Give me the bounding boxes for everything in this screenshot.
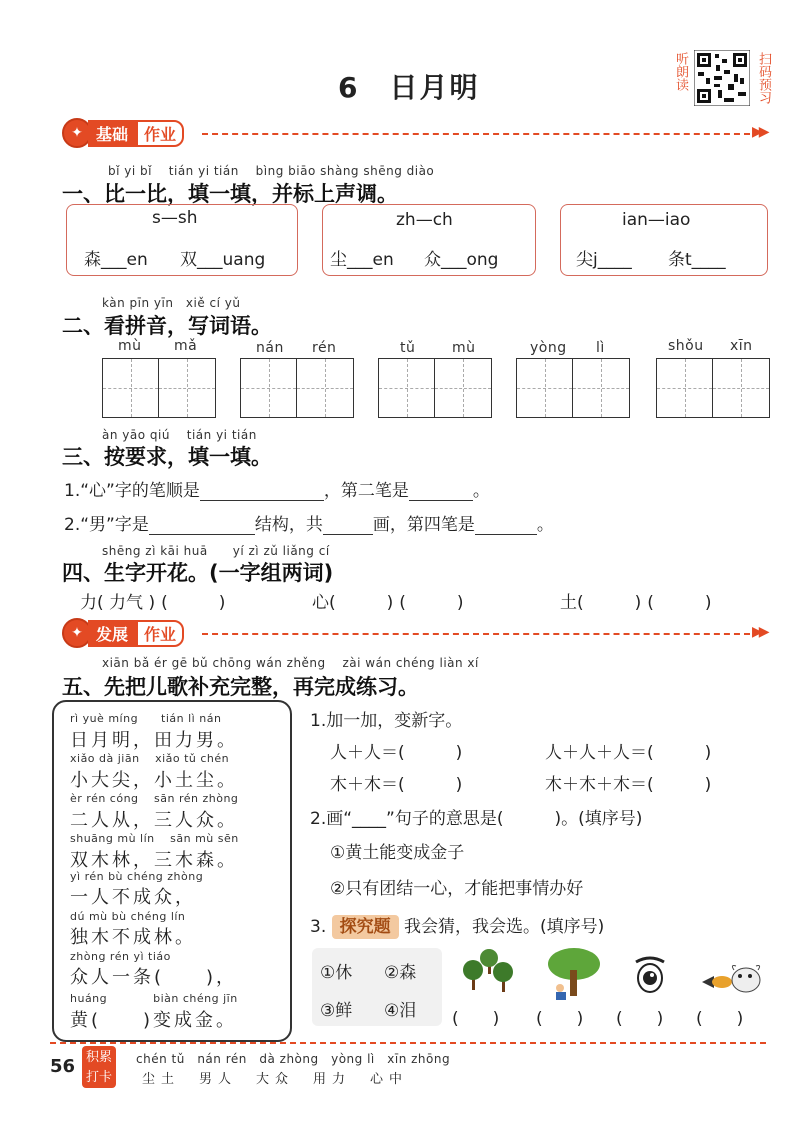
sub2-option-1: ①黄土能变成金子 bbox=[330, 843, 465, 863]
sub2-option-2: ②只有团结一心，才能把事情办好 bbox=[330, 879, 584, 899]
footer-divider bbox=[50, 1042, 766, 1044]
q5-heading: 五、先把儿歌补充完整，再完成练习。 bbox=[62, 675, 419, 699]
choice-1: ①休 bbox=[320, 963, 353, 983]
q1-group-2-left[interactable]: 尘___en bbox=[330, 250, 394, 270]
sub3-blank-4[interactable]: ( ) bbox=[696, 1009, 744, 1029]
q1-group-2-right[interactable]: 众___ong bbox=[424, 250, 499, 270]
q4-heading: 四、生字开花。(一字组两词) bbox=[62, 561, 334, 585]
lightbulb-icon: ✦ bbox=[62, 118, 92, 148]
q2-word-1-py2: mǎ bbox=[174, 338, 198, 354]
sub3-heading-row bbox=[310, 912, 604, 937]
q3-line1-c: 。 bbox=[472, 481, 490, 501]
fish-sheep-picture bbox=[700, 960, 762, 1004]
sub3-tag: 探究题 bbox=[332, 915, 399, 939]
lightbulb-icon: ✦ bbox=[62, 618, 92, 648]
q4-item-3-char: 土 bbox=[560, 593, 577, 613]
q3-pinyin: àn yāo qiú tián yi tián bbox=[102, 428, 257, 442]
q4-item-2-word1[interactable]: ( ) bbox=[329, 593, 394, 613]
q3-heading: 三、按要求，填一填。 bbox=[62, 445, 272, 469]
q3-blank-stroke-order[interactable] bbox=[200, 484, 324, 501]
q2-write-grid-5[interactable] bbox=[656, 358, 770, 418]
poem-lines bbox=[70, 710, 284, 1030]
choice-2: ②森 bbox=[384, 963, 417, 983]
footer-pinyin: chén tǔ nán rén dà zhòng yòng lì xīn zhōng bbox=[136, 1052, 451, 1066]
q2-word-4-py1: yòng bbox=[530, 340, 567, 356]
q1-group-2-top: zh—ch bbox=[396, 210, 453, 230]
page-number: 56 bbox=[50, 1056, 76, 1077]
q4-item-1-word1: ( 力气 ) bbox=[97, 593, 156, 613]
q3-line2-d: 。 bbox=[536, 515, 554, 535]
qr-side-right: 扫码预习 bbox=[756, 52, 771, 104]
sub3-blank-1[interactable]: ( ) bbox=[452, 1009, 500, 1029]
page-title: 6 日月明 bbox=[338, 71, 480, 104]
sub1-item-3[interactable]: 木＋木＝( ) bbox=[330, 775, 463, 795]
q2-write-grid-1[interactable] bbox=[102, 358, 216, 418]
q2-word-1-py1: mù bbox=[118, 338, 142, 354]
sub1-item-1[interactable]: 人＋人＝( ) bbox=[330, 743, 463, 763]
q4-pinyin: shēng zì kāi huā yí zì zǔ liǎng cí bbox=[102, 544, 330, 558]
q1-group-1-right[interactable]: 双___uang bbox=[180, 250, 266, 270]
sub1-heading: 1.加一加，变新字。 bbox=[310, 711, 463, 731]
banner-develop-label-b: 作业 bbox=[136, 620, 184, 647]
q2-write-grid-2[interactable] bbox=[240, 358, 354, 418]
poem-line[interactable]: huáng biàn chéng jīn 黄( )变成金。 bbox=[70, 992, 238, 1031]
q1-pinyin: bǐ yi bǐ tián yi tián bìng biāo shàng shēng diào bbox=[108, 164, 435, 178]
footer-words: 尘土 男人 大众 用力 心中 bbox=[142, 1072, 409, 1087]
q4-item-1-char: 力 bbox=[80, 593, 97, 613]
q5-pinyin: xiān bǎ ér gē bǔ chōng wán zhěng zài wán chéng liàn xí bbox=[102, 656, 479, 670]
sub2-heading: 2.画“____”句子的意思是( )。(填序号) bbox=[310, 809, 643, 829]
q2-word-3-py1: tǔ bbox=[400, 340, 416, 356]
poem-line: rì yuè míng tián lì nán 日月明，田力男。 bbox=[70, 712, 238, 751]
divider bbox=[202, 133, 750, 135]
poem-line: yì rén bù chéng zhòng 一人不成众， bbox=[70, 870, 204, 908]
banner-develop-label-a: 发展 bbox=[88, 620, 136, 647]
banner-basic-label-b: 作业 bbox=[136, 120, 184, 147]
q3-line2-a: 2.“男”字是 bbox=[64, 515, 149, 535]
q4-item-2 bbox=[312, 588, 464, 613]
qr-code-icon[interactable] bbox=[694, 50, 750, 106]
q1-group-3-left[interactable]: 尖j____ bbox=[576, 250, 632, 270]
q4-item-2-char: 心 bbox=[312, 593, 329, 613]
sub1-item-4[interactable]: 木＋木＋木＝( ) bbox=[545, 775, 712, 795]
poem-line[interactable]: zhòng rén yì tiáo 众人一条( )， bbox=[70, 950, 238, 988]
q2-pinyin: kàn pīn yīn xiě cí yǔ bbox=[102, 296, 241, 310]
q4-item-3 bbox=[560, 588, 712, 613]
q3-line1-a: 1.“心”字的笔顺是 bbox=[64, 481, 200, 501]
q2-word-3-py2: mù bbox=[452, 340, 476, 356]
q2-word-2-py1: nán bbox=[256, 340, 284, 356]
qr-side-left: 听朗读 bbox=[673, 52, 688, 91]
q3-line2-b: 结构，共 bbox=[254, 515, 323, 535]
trees-picture bbox=[460, 948, 520, 1006]
q2-word-4-py2: lì bbox=[596, 340, 605, 356]
q1-group-3-top: ian—iao bbox=[622, 210, 691, 230]
q1-group-1-top: s—sh bbox=[152, 208, 198, 228]
banner-basic bbox=[62, 119, 184, 147]
poem-line: dú mù bù chéng lín 独木不成林。 bbox=[70, 910, 196, 948]
q3-blank-structure[interactable] bbox=[149, 518, 255, 535]
eye-tear-picture bbox=[632, 956, 668, 1000]
q4-item-1-word2[interactable]: ( ) bbox=[161, 593, 226, 613]
choice-4: ④泪 bbox=[384, 1001, 417, 1021]
q3-line-1 bbox=[64, 476, 490, 501]
q3-blank-stroke-count[interactable] bbox=[323, 518, 373, 535]
poem-line: shuāng mù lín sān mù sēn 双木林，三木森。 bbox=[70, 832, 239, 871]
q2-word-5-py2: xīn bbox=[730, 338, 753, 354]
q4-item-3-word1[interactable]: ( ) bbox=[577, 593, 642, 613]
tree-person-picture bbox=[544, 946, 608, 1006]
q1-group-3-right[interactable]: 条t____ bbox=[668, 250, 726, 270]
choice-3: ③鲜 bbox=[320, 1001, 353, 1021]
q4-item-3-word2[interactable]: ( ) bbox=[647, 593, 712, 613]
q1-heading: 一、比一比，填一填，并标上声调。 bbox=[62, 182, 398, 206]
sub3-blank-3[interactable]: ( ) bbox=[616, 1009, 664, 1029]
q2-write-grid-3[interactable] bbox=[378, 358, 492, 418]
q3-blank-second-stroke[interactable] bbox=[409, 484, 473, 501]
footer-badge: 积累打卡 bbox=[82, 1046, 116, 1088]
sub1-item-2[interactable]: 人＋人＋人＝( ) bbox=[545, 743, 712, 763]
divider bbox=[202, 633, 750, 635]
sub3-heading: 我会猜，我会选。(填序号) bbox=[404, 917, 605, 937]
q3-line1-b: ，第二笔是 bbox=[323, 481, 409, 501]
q4-item-2-word2[interactable]: ( ) bbox=[399, 593, 464, 613]
banner-basic-label-a: 基础 bbox=[88, 120, 136, 147]
q2-heading: 二、看拼音，写词语。 bbox=[62, 314, 272, 338]
q2-word-5-py1: shǒu bbox=[668, 338, 704, 354]
banner-develop bbox=[62, 619, 184, 647]
sub3-num: 3. bbox=[310, 917, 327, 937]
sub3-blank-2[interactable]: ( ) bbox=[536, 1009, 584, 1029]
double-arrow-icon: ▶▶ bbox=[752, 124, 766, 140]
q3-blank-fourth-stroke[interactable] bbox=[475, 518, 537, 535]
q4-item-1 bbox=[80, 588, 225, 613]
q1-group-1-left[interactable]: 森___en bbox=[84, 250, 148, 270]
q3-line2-c: 画，第四笔是 bbox=[372, 515, 475, 535]
q3-line-2 bbox=[64, 510, 554, 535]
poem-line: èr rén cóng sān rén zhòng 二人从，三人众。 bbox=[70, 792, 239, 831]
q2-write-grid-4[interactable] bbox=[516, 358, 630, 418]
double-arrow-icon: ▶▶ bbox=[752, 624, 766, 640]
poem-line: xiǎo dà jiān xiǎo tǔ chén 小大尖，小土尘。 bbox=[70, 752, 238, 791]
q2-word-2-py2: rén bbox=[312, 340, 337, 356]
